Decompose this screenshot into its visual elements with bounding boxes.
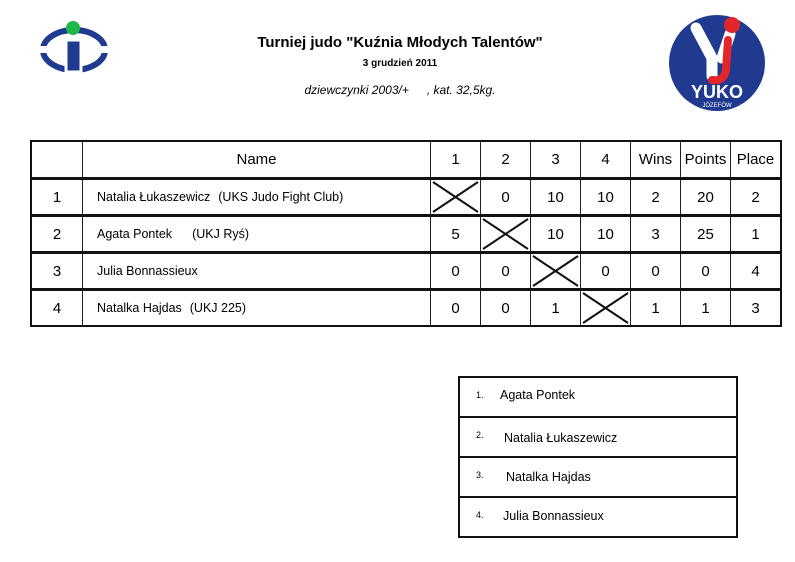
ranking-item (460, 418, 736, 458)
place-cell: 2 (731, 179, 782, 216)
ranking-item (460, 378, 736, 418)
score-cell: 10 (581, 179, 631, 216)
competitor-club: (UKJ 225) (189, 301, 247, 315)
header-cell-index (31, 141, 83, 179)
score-cell: 10 (531, 179, 581, 216)
tournament-title: Turniej judo "Kuźnia Młodych Talentów" (257, 34, 543, 51)
score-cell: 10 (581, 216, 631, 253)
table-row (31, 253, 781, 290)
points-cell: 20 (681, 179, 731, 216)
self-match-cross (581, 290, 631, 327)
weight-category: , kat. 32,5kg. (426, 83, 496, 97)
table-header-row (31, 141, 781, 179)
age-group: dziewczynki 2003/+ (304, 83, 409, 97)
competitor-club: (UKS Judo Fight Club) (218, 190, 344, 204)
row-number: 1 (31, 179, 83, 216)
yuko-logo-subtext: JÓZEFÓW (702, 103, 732, 109)
header-cell-wins: Wins (631, 141, 681, 179)
ranking-position: 4. (476, 510, 484, 520)
row-number: 2 (31, 216, 83, 253)
header-cell-points: Points (681, 141, 731, 179)
ranking-name: Julia Bonnassieux (503, 509, 604, 523)
final-ranking-box (458, 376, 738, 538)
ranking-name: Natalia Łukaszewicz (504, 431, 618, 445)
score-cell: 5 (431, 216, 481, 253)
competitor-cell (83, 179, 431, 216)
competitor-cell (83, 253, 431, 290)
self-match-cross (431, 179, 481, 216)
place-cell: 1 (731, 216, 782, 253)
row-number: 3 (31, 253, 83, 290)
yuko-logo-text: YUKO (690, 82, 744, 102)
place-cell: 3 (731, 290, 782, 327)
header-cell-name: Name (83, 141, 431, 179)
wins-cell: 2 (631, 179, 681, 216)
row-number: 4 (31, 290, 83, 327)
category-line (180, 83, 620, 97)
competitor-name: Julia Bonnassieux (97, 264, 198, 278)
ranking-position: 3. (476, 470, 484, 480)
table-row (31, 179, 781, 216)
competitor-cell (83, 216, 431, 253)
wins-cell: 3 (631, 216, 681, 253)
competitor-name: Natalia Łukaszewicz (97, 190, 211, 204)
wins-cell: 1 (631, 290, 681, 327)
results-table (30, 140, 782, 327)
header-cell-4: 4 (581, 141, 631, 179)
points-cell: 1 (681, 290, 731, 327)
ranking-item (460, 458, 736, 498)
header-cell-3: 3 (531, 141, 581, 179)
ranking-position: 2. (476, 430, 484, 440)
header-cell-1: 1 (431, 141, 481, 179)
score-cell: 0 (581, 253, 631, 290)
points-cell: 0 (681, 253, 731, 290)
score-cell: 0 (431, 290, 481, 327)
organization-logo-icon (40, 20, 108, 74)
ranking-name: Agata Pontek (500, 388, 576, 402)
table-row (31, 290, 781, 327)
score-cell: 10 (531, 216, 581, 253)
score-cell: 0 (481, 179, 531, 216)
yuko-club-logo (668, 14, 766, 112)
place-cell: 4 (731, 253, 782, 290)
tournament-date: 3 grudzień 2011 (362, 58, 438, 69)
score-cell: 0 (481, 253, 531, 290)
competitor-club: (UKJ Ryś) (192, 227, 250, 241)
score-cell: 1 (531, 290, 581, 327)
table-row (31, 216, 781, 253)
score-cell: 0 (481, 290, 531, 327)
ranking-position: 1. (476, 390, 484, 400)
wins-cell: 0 (631, 253, 681, 290)
score-cell: 0 (431, 253, 481, 290)
ranking-item (460, 498, 736, 536)
points-cell: 25 (681, 216, 731, 253)
ranking-name: Natalka Hajdas (506, 470, 591, 484)
competitor-name: Natalka Hajdas (97, 301, 182, 315)
competitor-cell (83, 290, 431, 327)
self-match-cross (531, 253, 581, 290)
competitor-name: Agata Pontek (97, 227, 173, 241)
header-cell-place: Place (731, 141, 782, 179)
header-cell-2: 2 (481, 141, 531, 179)
self-match-cross (481, 216, 531, 253)
